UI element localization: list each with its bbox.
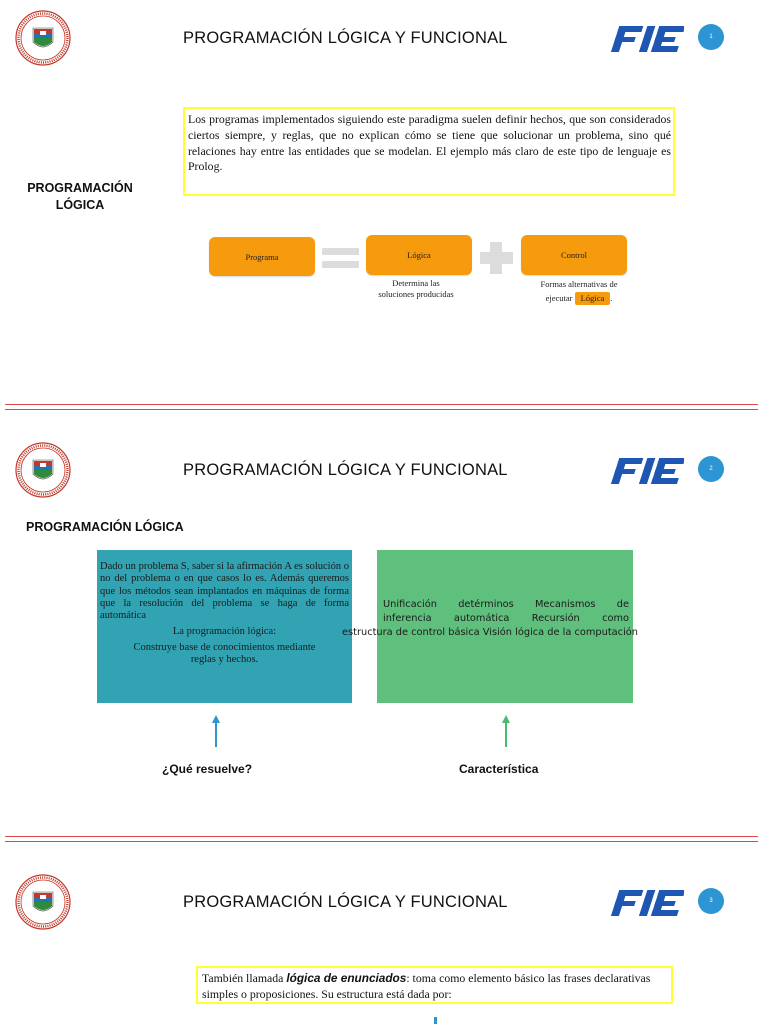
slide-title: PROGRAMACIÓN LÓGICA Y FUNCIONAL [183, 29, 508, 47]
logica-box: Lógica [366, 235, 472, 275]
side-title: PROGRAMACIÓN LÓGICA [27, 181, 133, 212]
emphasis-text: lógica de enunciados [286, 971, 407, 985]
fie-logo-icon [608, 456, 684, 486]
divider-line [5, 841, 758, 842]
intro-text-box: Los programas implementados siguiendo este paradigma suelen definir hechos, que son considerados ciertos siempre, y reglas, que no explican cómo se tiene que solucionar un problema, sino qué relaciones hay entre las entidades que se modelan. El ejemplo más claro de este tipo de lenguaje es Prolog. [183, 107, 675, 196]
university-seal-icon [15, 10, 71, 66]
page-number-badge: 2 [698, 456, 724, 482]
what-solves-label: ¿Qué resuelve? [162, 762, 253, 776]
slide-1 [0, 0, 768, 432]
divider-line [5, 836, 758, 837]
slide-title: PROGRAMACIÓN LÓGICA Y FUNCIONAL [183, 461, 508, 479]
page-number-badge: 3 [698, 888, 724, 914]
programa-box: Programa [209, 237, 315, 276]
logica-caption: Determina las soluciones producidas [378, 278, 454, 299]
definition-text-box: También llamada lógica de enunciados: toma como elemento básico las frases declarativas simples o proposiciones. Su estructura está dada por: [196, 966, 673, 1004]
arrow-down-icon [434, 1017, 437, 1024]
university-seal-icon [15, 442, 71, 498]
divider-line [5, 404, 758, 405]
slide-2: PROGRAMACIÓN LÓGICA Y FUNCIONAL 2 PROGRAMACIÓN LÓGICA Dado un problema S, saber si la afirmación A es solución o no del problema o en que casos lo es. Además queremos que los métodos sean implantados en máquinas de forma que la resolución del problema se haga de forma automática La programación lógica: Construye base de conocimientos mediante reglas y hechos. Unificación detérminos Mecanismos de inferencia automática Recursión como estructura de control básica Visión lógica de la computación ¿Qué resuelve? Característica [0, 432, 768, 864]
section-title: PROGRAMACIÓN LÓGICA [26, 520, 184, 534]
feature-label: Característica [459, 762, 539, 776]
fie-logo-icon [608, 24, 684, 54]
logica-tag: Lógica [575, 292, 611, 305]
control-caption: Formas alternativas de ejecutar Lógica . [540, 279, 618, 303]
control-box: Control [521, 235, 627, 275]
divider-line [5, 409, 758, 410]
university-seal-icon [15, 874, 71, 930]
problem-box: Dado un problema S, saber si la afirmación A es solución o no del problema o en que casos lo es. Además queremos que los métodos sean implantados en máquinas de forma que la resolución del problema se haga de forma automática La programación lógica: Construye base de conocimientos mediante reglas y hechos. [97, 550, 352, 703]
slide-title: PROGRAMACIÓN LÓGICA Y FUNCIONAL [183, 893, 508, 911]
slide-3 [0, 864, 768, 1024]
page-number-badge: 1 [698, 24, 724, 50]
equals-sign-icon [322, 248, 359, 255]
fie-logo-icon [608, 888, 684, 918]
